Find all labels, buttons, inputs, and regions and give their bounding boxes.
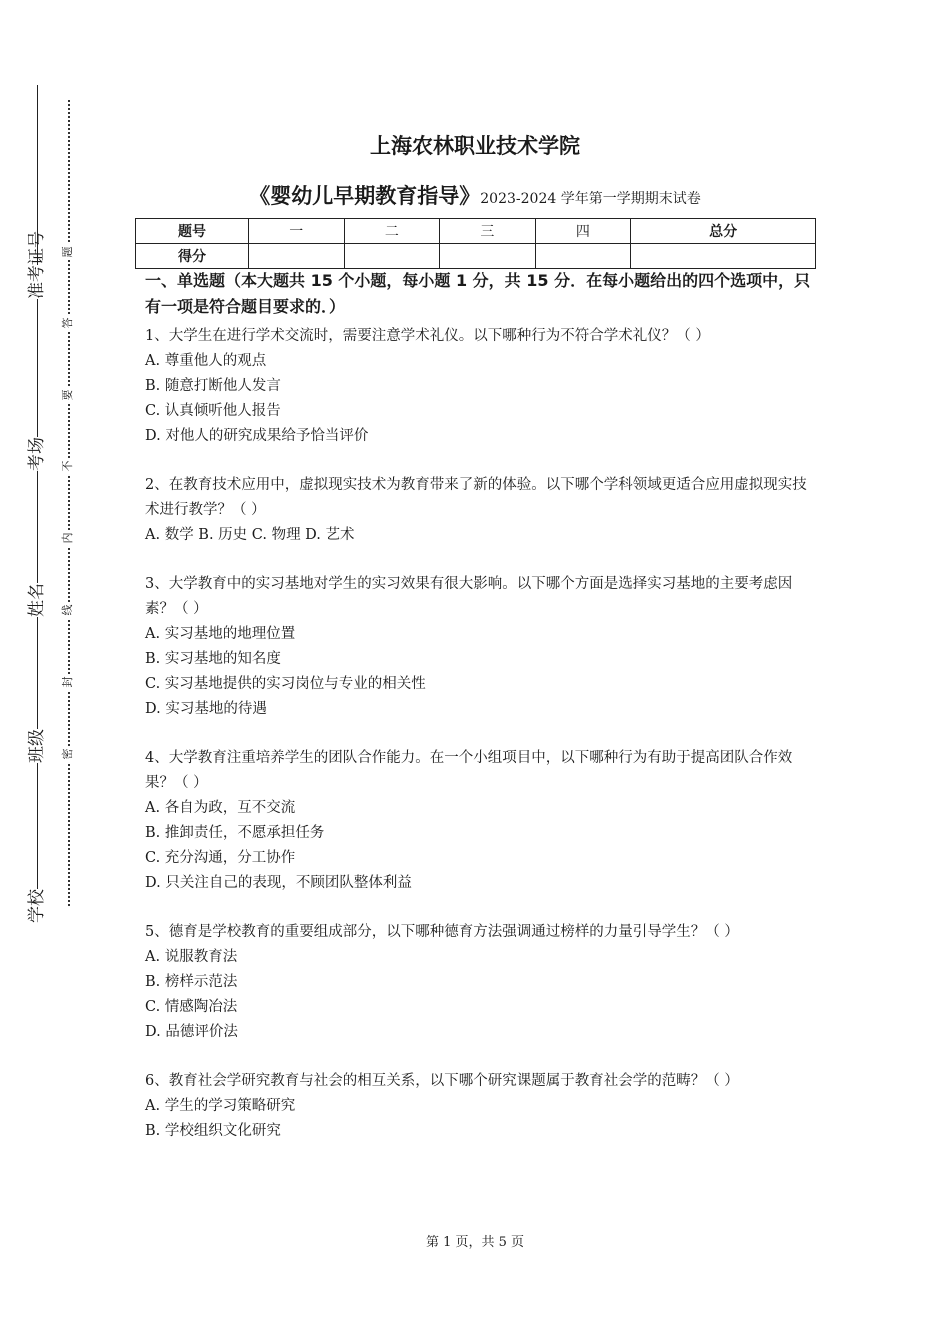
question-text: 4、大学教育注重培养学生的团队合作能力。在一个小组项目中，以下哪种行为有助于提高团队合作效果？（ ）	[145, 750, 793, 791]
question-text: 2、在教育技术应用中，虚拟现实技术为教育带来了新的体验。以下哪个学科领域更适合应用虚拟现实技术进行教学？（ ）	[145, 477, 807, 518]
score-label-cell: 得分	[136, 244, 249, 269]
seal-char: 封	[61, 674, 75, 690]
option: D. 对他人的研究成果给予恰当评价	[145, 428, 369, 444]
binding-label-name: 姓名	[27, 583, 47, 617]
score-table-header-row	[136, 219, 816, 244]
question-2	[145, 473, 817, 548]
score-table	[135, 218, 816, 269]
question-text: 6、教育社会学研究教育与社会的相互关系，以下哪个研究课题属于教育社会学的范畴？（ ）	[145, 1073, 739, 1089]
question-4	[145, 746, 817, 896]
seal-char: 不	[61, 458, 75, 474]
option: D. 只关注自己的表现，不顾团队整体利益	[145, 875, 412, 891]
option: D. 实习基地的待遇	[145, 701, 267, 717]
score-cell	[344, 244, 440, 269]
question-1	[145, 324, 817, 449]
question-text: 3、大学教育中的实习基地对学生的实习效果有很大影响。以下哪个方面是选择实习基地的主要考虑因素？（ ）	[145, 576, 793, 617]
option: A. 实习基地的地理位置	[145, 626, 296, 642]
course-title: 《婴幼儿早期教育指导》	[249, 184, 481, 208]
option: B. 榜样示范法	[145, 974, 238, 990]
exam-term: 2023-2024 学年第一学期期末试卷	[480, 191, 701, 207]
binding-label-class: 班级	[27, 729, 47, 763]
binding-label-school: 学校	[27, 889, 47, 923]
option: B. 学校组织文化研究	[145, 1123, 281, 1139]
seal-char: 内	[61, 530, 75, 546]
option: C. 实习基地提供的实习岗位与专业的相关性	[145, 676, 426, 692]
question-text: 5、德育是学校教育的重要组成部分，以下哪种德育方法强调通过榜样的力量引导学生？（ ）	[145, 924, 739, 940]
option: D. 品德评价法	[145, 1024, 238, 1040]
seal-char: 答	[61, 315, 75, 331]
binding-label-exam-room: 考场	[27, 437, 47, 471]
binding-label-exam-number: 准考证号	[27, 231, 47, 299]
option: A. 学生的学习策略研究	[145, 1098, 296, 1114]
score-header-cell: 三	[440, 219, 536, 244]
seal-char: 题	[61, 244, 75, 260]
option: B. 随意打断他人发言	[145, 378, 281, 394]
seal-char: 要	[61, 387, 75, 403]
score-cell	[535, 244, 631, 269]
option: A. 说服教育法	[145, 949, 238, 965]
seal-char: 密	[61, 746, 75, 762]
seal-dotted-line	[68, 100, 70, 906]
seal-char: 线	[61, 602, 75, 618]
option: B. 实习基地的知名度	[145, 651, 281, 667]
page-footer: 第 1 页，共 5 页	[425, 1235, 525, 1250]
option: A. 尊重他人的观点	[145, 353, 267, 369]
score-cell	[440, 244, 536, 269]
score-table-score-row	[136, 244, 816, 269]
school-title: 上海农林职业技术学院	[370, 134, 580, 158]
exam-content	[145, 268, 817, 1144]
score-cell	[631, 244, 816, 269]
question-6	[145, 1069, 817, 1144]
option: B. 推卸责任，不愿承担任务	[145, 825, 325, 841]
section-title: 一、单选题（本大题共 15 个小题，每小题 1 分，共 15 分．在每小题给出的四个选项中，只有一项是符合题目要求的．）	[145, 271, 811, 316]
option: A. 各自为政，互不交流	[145, 800, 296, 816]
exam-subtitle	[0, 180, 950, 210]
score-cell	[249, 244, 345, 269]
option: C. 情感陶冶法	[145, 999, 238, 1015]
option: A. 数学 B. 历史 C. 物理 D. 艺术	[145, 527, 355, 543]
option: C. 充分沟通，分工协作	[145, 850, 296, 866]
score-header-cell: 一	[249, 219, 345, 244]
score-header-cell: 题号	[136, 219, 249, 244]
question-5	[145, 920, 817, 1045]
question-3	[145, 572, 817, 722]
option: C. 认真倾听他人报告	[145, 403, 281, 419]
question-text: 1、大学生在进行学术交流时，需要注意学术礼仪。以下哪种行为不符合学术礼仪？（ ）	[145, 328, 710, 344]
score-header-cell: 总分	[631, 219, 816, 244]
score-header-cell: 四	[535, 219, 631, 244]
score-header-cell: 二	[344, 219, 440, 244]
binding-line	[37, 85, 38, 920]
